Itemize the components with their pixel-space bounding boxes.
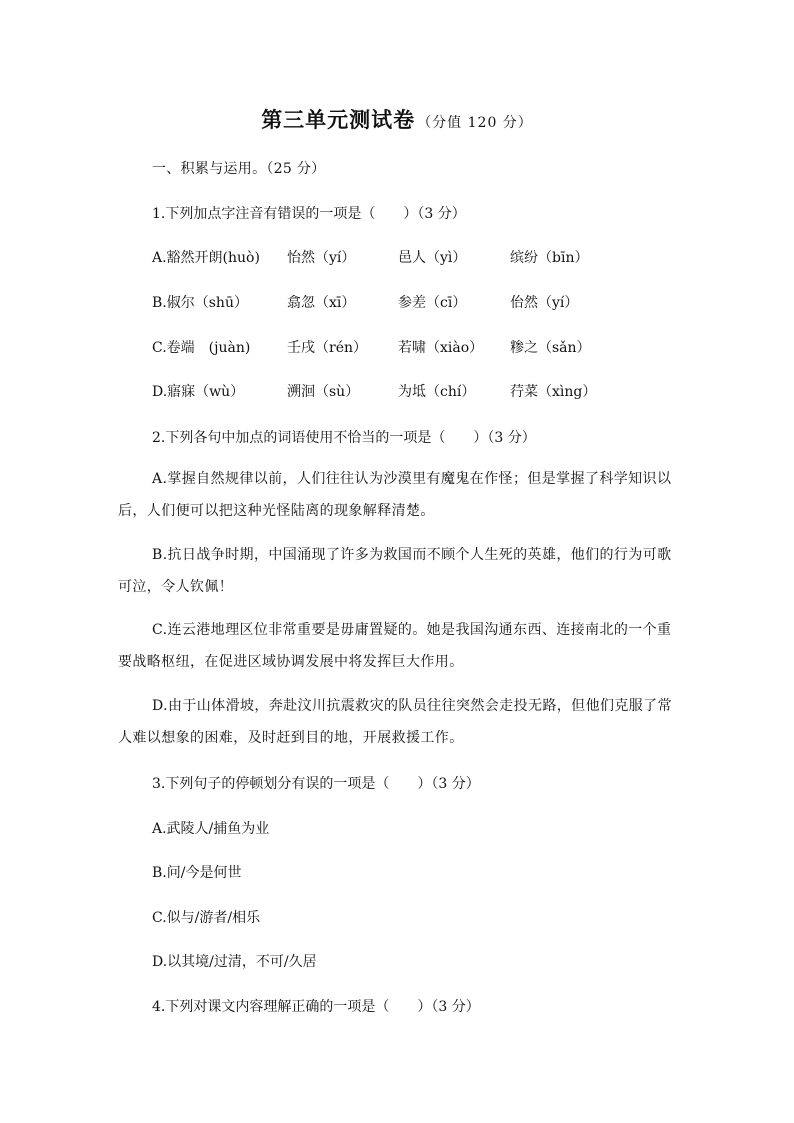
question-2-option-c: C.连云港地理区位非常重要是毋庸置疑的。她是我国沟通东西、连接南北的一个重要战略枢纽，在促进区域协调发展中将发挥巨大作用。	[118, 622, 672, 670]
option-item: 佁然（yí）	[510, 295, 579, 311]
question-2-option-d: D.由于山体滑坡，奔赴汶川抗震救灾的队员往往突然会走投无路，但他们克服了常人难以想象的困难，及时赶到目的地，开展救援工作。	[118, 698, 672, 746]
page-title	[0, 104, 794, 134]
question-2-stem: 2.下列各句中加点的词语使用不恰当的一项是（ ）（3 分）	[152, 430, 536, 446]
question-3-option-a: A.武陵人/捕鱼为业	[152, 821, 270, 837]
question-3-stem: 3.下列句子的停顿划分有误的一项是（ ）（3 分）	[152, 776, 480, 792]
option-item: 荇菜（xìng）	[510, 384, 597, 400]
option-item: 为坻（chí）	[398, 384, 476, 400]
option-item: 参差（cī）	[398, 295, 467, 311]
option-item: 溯洄（sù）	[287, 384, 360, 400]
question-3-option-d: D.以其境/过清，不可/久居	[152, 954, 317, 970]
question-1-stem: 1.下列加点字注音有错误的一项是（ ）（3 分）	[152, 206, 466, 222]
option-item: 怡然（yí）	[287, 250, 356, 266]
question-3-option-b: B.问/今是何世	[152, 865, 242, 881]
section-heading: 一、积累与运用。（25 分）	[152, 161, 326, 177]
title-score: （分值 120 分）	[417, 115, 533, 131]
question-2-option-b: B.抗日战争时期，中国涌现了许多为救国而不顾个人生死的英雄，他们的行为可歌可泣，令人钦佩！	[118, 547, 672, 595]
option-item: D.寤寐（wù）	[152, 384, 245, 400]
title-main: 第三单元测试卷	[261, 107, 416, 132]
option-item: 缤纷（bīn）	[510, 250, 589, 266]
option-item: B.俶尔（shū）	[152, 295, 248, 311]
question-4-stem: 4.下列对课文内容理解正确的一项是（ ）（3 分）	[152, 999, 480, 1015]
option-item: 若啸（xiào）	[398, 340, 484, 356]
option-item: A.豁然开朗(huò)	[152, 250, 260, 266]
question-3-option-c: C.似与/游者/相乐	[152, 910, 261, 926]
option-item: 糁之（sǎn）	[510, 340, 591, 356]
option-item: 翕忽（xī）	[287, 295, 356, 311]
question-2-option-a: A.掌握自然规律以前，人们往往认为沙漠里有魔鬼在作怪；但是掌握了科学知识以后，人们便可以把这种光怪陆离的现象解释清楚。	[118, 471, 672, 519]
option-item: C.卷端 (juàn)	[152, 340, 251, 356]
option-item: 邑人（yì）	[398, 250, 467, 266]
option-item: 壬戌（rén）	[287, 340, 367, 356]
